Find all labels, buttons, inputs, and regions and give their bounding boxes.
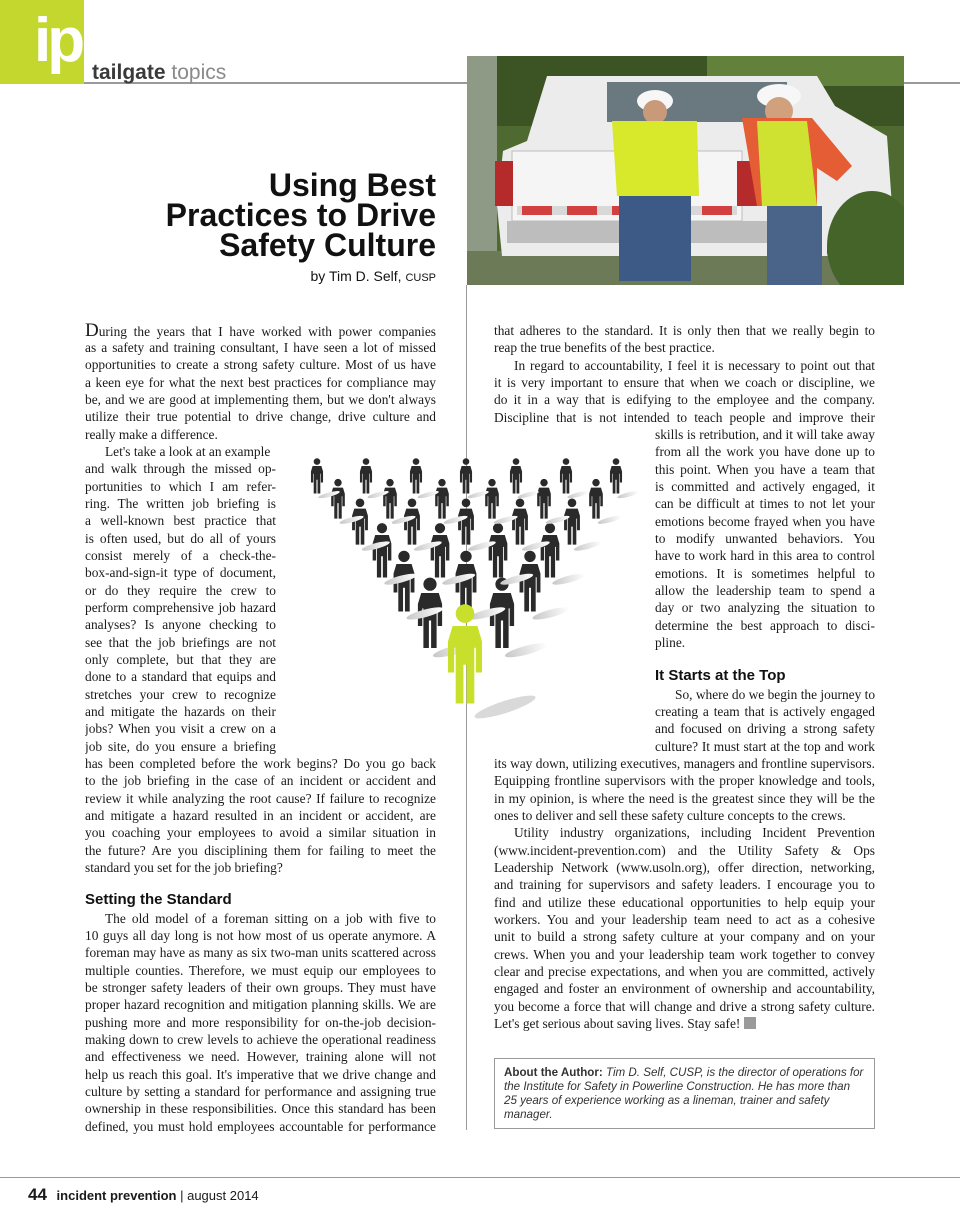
title-line: Practices to Drive xyxy=(165,197,436,233)
person-icon xyxy=(489,523,508,577)
person-shadow xyxy=(551,572,586,587)
people-formation-illustration xyxy=(300,455,640,730)
person-icon xyxy=(311,458,323,493)
author-bio-label: About the Author: xyxy=(504,1066,603,1079)
body-line: So, where do we begin the journey to xyxy=(675,687,875,702)
body-line: Discipline that is not intended to teach people and improve their xyxy=(494,410,875,425)
body-line: In regard to accountability, I feel it is necessary to point out that xyxy=(514,358,875,373)
body-line: the future? Are you disciplining them for failing to meet the xyxy=(85,843,436,858)
body-line: consist merely of a check-the- xyxy=(85,548,276,563)
body-line: pline. xyxy=(655,635,686,650)
body-line: The old model of a foreman sitting on a job with five to xyxy=(105,911,436,926)
byline-author: by Tim D. Self, xyxy=(310,268,402,284)
body-line: is often used, but do all of yours xyxy=(85,531,276,546)
body-line: be, and we are good at implementing them, but we don't always xyxy=(85,392,436,407)
body-line: emotions. It is sometimes helpful to xyxy=(655,566,875,581)
body-line: standard you set for the job briefing? xyxy=(85,860,283,875)
footer-separator: | xyxy=(180,1188,184,1203)
logo-text: ip xyxy=(34,6,82,75)
end-mark-icon xyxy=(744,1017,756,1029)
body-line: multiple counties. Therefore, we must equip our employees to xyxy=(85,963,436,978)
body-line: pushing more and more responsibility for on-the-job decision- xyxy=(85,1015,436,1030)
article-title xyxy=(165,167,436,263)
person-shadow xyxy=(532,605,571,622)
body-line: really make a difference. xyxy=(85,427,218,442)
body-line: done to a standard that equips and xyxy=(85,669,276,684)
page-number: 44 xyxy=(28,1185,47,1204)
body-line: to the job briefing in the case of an incident or accident and xyxy=(85,773,436,788)
person-icon xyxy=(410,458,422,493)
body-line: and effectiveness we need. However, training alone will not xyxy=(85,1049,436,1064)
person-icon xyxy=(331,479,345,519)
person-icon xyxy=(458,499,474,545)
body-line: During the years that I have worked with power companies xyxy=(85,322,436,340)
body-line: making down to crew levels to achieve the operational readiness xyxy=(85,1032,436,1047)
footer-rule xyxy=(0,1177,960,1178)
body-line: a well-known best practice that xyxy=(85,513,276,528)
body-line: clear and precise expectations, and when you are committed, actively xyxy=(494,964,875,979)
body-line: from all the work you have done up to xyxy=(655,444,875,459)
byline xyxy=(311,268,436,284)
person-shadow xyxy=(504,640,549,660)
body-line: utilize their true potential to drive change, drive culture and xyxy=(85,409,436,424)
body-line: job site, do you ensure a briefing xyxy=(85,739,276,754)
body-line: it is very important to ensure that when we coach or discipline, we xyxy=(494,375,875,390)
body-line: ring. The written job briefing is xyxy=(85,496,276,511)
body-line: Leadership Network (www.usoln.org), offer direction, networking, xyxy=(494,860,875,875)
body-line: determine the best approach to disci- xyxy=(655,618,875,633)
body-line: engaged and foster an environment of ownership and accountability, xyxy=(494,981,875,996)
body-line: a keen eye for what the next best practices for compliance may xyxy=(85,375,436,390)
workers-truck-photo xyxy=(467,56,904,285)
body-line: perform comprehensive job hazard xyxy=(85,600,276,615)
body-line: box-and-sign-it type of document, xyxy=(85,565,276,580)
body-line: unit to build a strong safety culture at your company and on your xyxy=(494,929,875,944)
body-line: and walk through the missed op- xyxy=(85,461,276,476)
body-line: that adheres to the standard. It is only then that we really begin to xyxy=(494,323,875,338)
section-label-bold: tailgate xyxy=(92,61,166,84)
body-line: do it in a way that is edifying to the employee and the company. xyxy=(494,392,875,407)
person-icon xyxy=(383,479,397,519)
section-heading: It Starts at the Top xyxy=(655,667,786,684)
body-line: skills is retribution, and it will take away xyxy=(655,427,875,442)
person-icon xyxy=(541,523,560,577)
body-line: help us reach this goal. It's imperative that we drive change and xyxy=(85,1067,436,1082)
body-line: only complete, but that they are xyxy=(85,652,276,667)
author-bio-text: Tim D. Self, CUSP, is the director of operations for the Institute for Safety in Powerline Construction. He has more than 25 years of experience working as a lineman, trainer and safety manager. xyxy=(504,1066,864,1121)
title-line: Using Best xyxy=(268,167,436,203)
body-line: be stronger safety leaders of their own groups. They must have xyxy=(85,980,436,995)
person-icon xyxy=(510,458,522,493)
person-icon xyxy=(431,523,450,577)
body-line: defined, you must hold employees accountable for performance xyxy=(85,1119,436,1134)
person-shadow xyxy=(573,540,602,553)
person-icon xyxy=(512,499,528,545)
body-line: workers. You and your leadership team need to act as a cohesive xyxy=(494,912,875,927)
body-line: has been completed before the work begins? Do you go back xyxy=(85,756,436,771)
body-line: opportunities to create a strong safety culture. Most of us have xyxy=(85,357,436,372)
person-icon xyxy=(360,458,372,493)
body-line: or do they require the crew to xyxy=(85,583,276,598)
person-shadow xyxy=(567,490,589,500)
body-line: Let's get serious about saving lives. Stay safe! xyxy=(494,1015,875,1032)
body-line: as a safety and training consultant, I have seen a lot of missed xyxy=(85,340,436,355)
body-line: Let's take a look at an example xyxy=(105,444,271,459)
body-line: portunities to which I am refer- xyxy=(85,479,276,494)
person-shadow xyxy=(597,514,622,525)
body-line: reap the true benefits of the best practice. xyxy=(494,340,715,355)
page-footer xyxy=(28,1186,259,1205)
body-line: culture? It must start at the top and work xyxy=(655,739,875,754)
body-line: stretches your crew to recognize xyxy=(85,687,276,702)
body-line: crews. When you and your leadership team work together to convey xyxy=(494,947,875,962)
body-line: its way down, utilizing executives, managers and frontline supervisors. xyxy=(494,756,875,771)
body-line: Equipping frontline supervisors with the proper knowledge and tools, xyxy=(494,773,875,788)
drop-cap: D xyxy=(85,322,99,340)
person-icon xyxy=(435,479,449,519)
body-line: and mitigate the hazards on their xyxy=(85,704,276,719)
section-heading: Setting the Standard xyxy=(85,891,232,908)
person-icon xyxy=(564,499,580,545)
body-line: emotions become frayed when you have xyxy=(655,514,875,529)
author-bio-box xyxy=(494,1058,875,1129)
body-line: see that the job briefings are not xyxy=(85,635,276,650)
body-line: analyses? Is anyone checking to xyxy=(85,617,276,632)
body-line: you become a force that will change and drive a strong safety culture. xyxy=(494,999,875,1014)
body-line: ones to deliver and sell these safety culture concepts to the crews. xyxy=(494,808,846,823)
body-line: and training for supervisors and safety leaders. I encourage you to xyxy=(494,877,875,892)
magazine-logo xyxy=(0,0,84,84)
person-icon xyxy=(520,551,541,612)
section-label-light: topics xyxy=(171,61,227,84)
person-icon xyxy=(610,458,622,493)
body-line: (www.incident-prevention.com) and the Utility Safety & Ops xyxy=(494,843,875,858)
issue-date: august 2014 xyxy=(187,1188,259,1203)
body-line: have to work hard in this area to control xyxy=(655,548,875,563)
person-icon xyxy=(537,479,551,519)
body-line: jobs? When you visit a crew on a xyxy=(85,721,276,736)
body-line: find and utilize these educational opportunities to help equip your xyxy=(494,895,875,910)
body-line: day or two analyzing the situation to xyxy=(655,600,875,615)
person-icon xyxy=(460,458,472,493)
body-line: and mitigate a hazard resulted in an incident or accident, are xyxy=(85,808,436,823)
byline-credential: CUSP xyxy=(405,272,436,284)
person-icon xyxy=(485,479,499,519)
body-line: foreman may have as many as six two-man units scattered across xyxy=(85,945,436,960)
body-line: this point. When you have a team that xyxy=(655,462,875,477)
body-line: and focused on driving a strong safety xyxy=(655,721,875,736)
body-line: culture by setting a standard for performance and assigning true xyxy=(85,1084,436,1099)
person-shadow xyxy=(617,490,639,500)
body-line: Utility industry organizations, including Incident Prevention xyxy=(514,825,875,840)
body-line: is committed and actively engaged, it xyxy=(655,479,875,494)
body-line: 10 guys all day long is not how most of us operate anymore. A xyxy=(85,928,436,943)
magazine-name: incident prevention xyxy=(56,1188,177,1203)
body-line: allow the leadership team to spend a xyxy=(655,583,875,598)
person-icon xyxy=(560,458,572,493)
body-line: in my opinion, is where the need is the greatest since they will be the xyxy=(494,791,875,806)
section-label xyxy=(92,62,226,83)
title-line: Safety Culture xyxy=(219,227,436,263)
body-line: to modify unwanted behaviors. You xyxy=(655,531,875,546)
person-shadow xyxy=(517,490,539,500)
body-line: creating a team that is actively engaged xyxy=(655,704,875,719)
body-line: proper hazard recognition and mitigation planning skills. We are xyxy=(85,997,436,1012)
body-line: can be difficult at times to not let your xyxy=(655,496,875,511)
body-line: review it while analyzing the root cause? If failure to recognize xyxy=(85,791,436,806)
body-line: ownership in these responsibilities. Once this standard has been xyxy=(85,1101,436,1116)
person-icon xyxy=(373,523,392,577)
person-icon xyxy=(589,479,603,519)
body-line: you coaching your employees to avoid a similar situation in xyxy=(85,825,436,840)
